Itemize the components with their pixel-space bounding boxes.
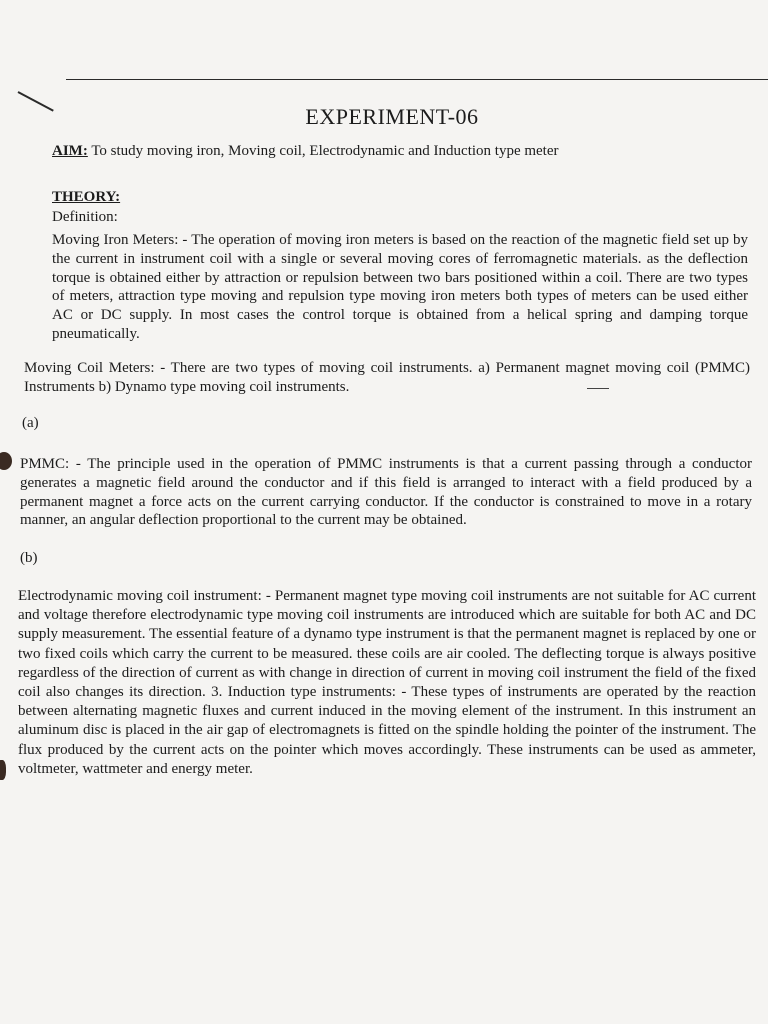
aim-text: To study moving iron, Moving coil, Electrodynamic and Induction type meter	[91, 143, 559, 159]
section-b-label: (b)	[20, 550, 38, 566]
binder-hole-mark	[0, 452, 12, 470]
section-a-label: (a)	[22, 415, 39, 431]
electrodynamic-paragraph: Electrodynamic moving coil instrument: - Permanent magnet type moving coil instruments are not suitable for AC current and voltage therefore electrodynamic type moving coil instruments are introduced which are suitable for both AC and DC supply measurement. The essential feature of a dynamo type instrument is that the permanent magnet is replaced by one or two fixed coils which carry the current to be measured. these coils are air cooled. The deflecting torque is always positive regardless of the direction of current as with change in direction of current in moving coil instrument the field of the fixed coil also changes its direction. 3. Induction type instruments: - These types of instruments are operated by the reaction between alternating magnetic fluxes and current induced in the moving element of the instrument. In this instrument an aluminum disc is placed in the air gap of electromagnets is fitted on the spindle holding the pointer of the instrument. The flux produced by the current acts on the pointer which moves accordingly. These instruments can be used as ammeter, voltmeter, wattmeter and energy meter.	[18, 588, 756, 777]
aim-label: AIM:	[52, 143, 88, 159]
moving-iron-paragraph: Moving Iron Meters: - The operation of moving iron meters is based on the reaction of the magnetic field set up by the current in instrument coil with a single or several moving cores of ferromagnetic materials. as the deflection torque is obtained either by attraction or repulsion between two bars positioned within a coil. There are two types of meters, attraction type moving and repulsion type moving iron meters both types of meters can be used either AC or DC supply. In most cases the control torque is obtained from a helical spring and damping torque pneumatically.	[52, 232, 748, 342]
page-title: EXPERIMENT-06	[305, 104, 479, 129]
aim-line	[52, 143, 559, 160]
pmmc-paragraph: PMMC: - The principle used in the operation of PMMC instruments is that a current passing through a conductor generates a magnetic field around the conductor and if this field is arranged to interact with a field produced by a permanent magnet a force acts on the current carrying conductor. If the conductor is constrained to move in a rotary manner, an angular deflection proportional to the current may be obtained.	[20, 456, 752, 529]
header-rule	[66, 79, 768, 80]
binder-hole-mark	[0, 760, 6, 780]
theory-heading: THEORY:	[52, 189, 121, 205]
pen-dash-mark	[587, 388, 609, 389]
definition-label: Definition:	[52, 209, 118, 225]
moving-coil-paragraph: Moving Coil Meters: - There are two types of moving coil instruments. a) Permanent magnet moving coil (PMMC) Instruments b) Dynamo type moving coil instruments.	[24, 360, 750, 395]
